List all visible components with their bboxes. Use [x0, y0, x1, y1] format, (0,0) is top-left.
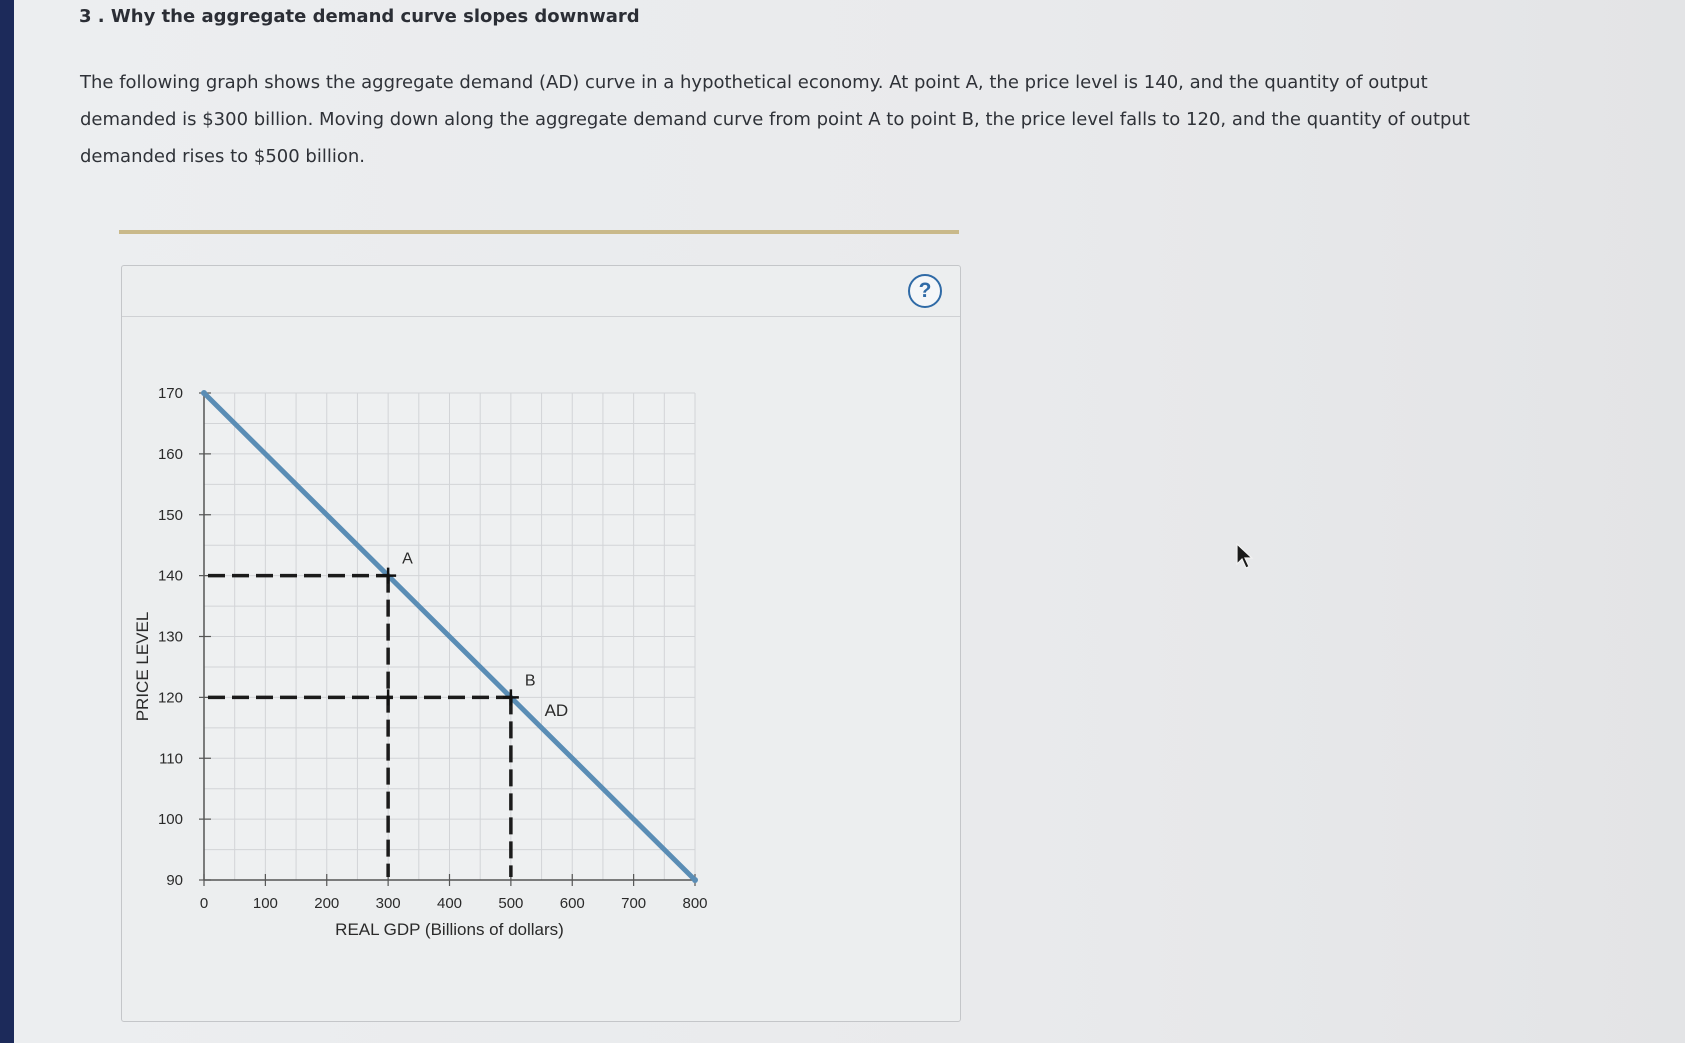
x-tick-label: 800	[682, 895, 708, 912]
question-page	[14, 0, 1685, 1043]
window-edge	[0, 0, 14, 1043]
mouse-cursor-icon	[1235, 543, 1255, 571]
y-tick-label: 110	[159, 750, 183, 768]
x-tick-label: 700	[621, 895, 647, 912]
point-label: B	[524, 672, 536, 690]
ad-curve-start-handle	[201, 390, 207, 396]
x-tick-label: 0	[199, 895, 209, 912]
y-tick-label: 170	[157, 385, 183, 402]
x-tick-label: 100	[252, 895, 278, 912]
x-axis-title: REAL GDP (Billions of dollars)	[335, 920, 564, 939]
y-tick-label: 140	[157, 567, 183, 585]
y-tick-label: 160	[157, 445, 183, 463]
y-tick-label: 90	[166, 872, 183, 889]
x-tick-label: 500	[498, 895, 524, 912]
help-icon[interactable]: ?	[908, 274, 942, 308]
y-tick-label: 120	[157, 689, 183, 707]
ad-curve-end-handle	[692, 877, 698, 883]
x-tick-label: 400	[436, 895, 463, 912]
y-axis-title: PRICE LEVEL	[133, 611, 152, 722]
x-tick-label: 300	[375, 895, 401, 912]
y-tick-label: 100	[157, 811, 183, 829]
y-tick-label: 130	[157, 628, 183, 646]
question-body: The following graph shows the aggregate demand (AD) curve in a hypothetical economy. At point A, the price level is 140, and the quantity of output demanded is $300 billion. Moving down along the aggregate demand curve from point A to point B, the price level falls to 120, and the quantity of output demanded rises to $500 billion.	[80, 72, 1470, 167]
ad-curve-label: AD	[544, 700, 569, 720]
question-title: 3 . Why the aggregate demand curve slopes downward	[79, 6, 640, 27]
point-label: A	[402, 550, 413, 568]
y-tick-label: 150	[157, 506, 183, 524]
ad-chart[interactable]	[14, 0, 1014, 1000]
x-tick-label: 200	[314, 895, 340, 912]
x-tick-label: 600	[559, 895, 585, 912]
